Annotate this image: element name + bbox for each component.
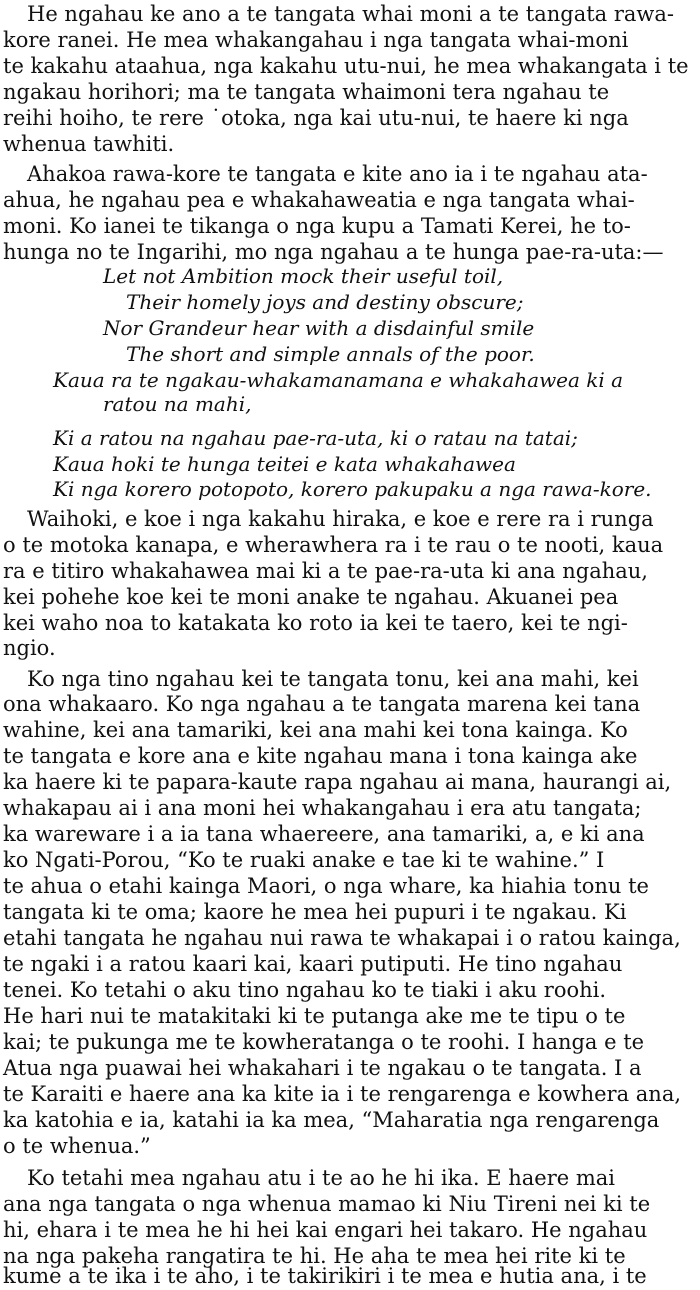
text-line: kei pohehe koe kei te moni anake te ngahau. Akuanei pea: [3, 585, 619, 609]
text-line: ka haere ki te papara-kaute rapa ngahau ai mana, haurangi ai,: [3, 770, 672, 794]
text-line: moni. Ko ianei te tikanga o nga kupu a Tamati Kerei, he to-: [3, 214, 631, 238]
verse-line: Ki a ratou na ngahau pae-ra-uta, ki o ratau na tatai;: [53, 426, 578, 450]
verse-line: Let not Ambition mock their useful toil,: [103, 264, 504, 288]
text-line: kume a te ika i te aho, i te takirikiri i te mea e hutia ana, i te: [3, 1264, 647, 1288]
verse-line: ratou na mahi,: [103, 392, 252, 416]
text-line: He ngahau ke ano a te tangata whai moni a te tangata rawa-: [27, 2, 675, 26]
text-line: Ko tetahi mea ngahau atu i te ao he hi ika. E haere mai: [27, 1166, 616, 1190]
text-line: He hari nui te matakitaki ki te putanga ake me te tipu o te: [3, 1004, 626, 1028]
text-line: hi, ehara i te mea he hi hei kai engari hei takaro. He ngahau: [3, 1218, 648, 1242]
text-line: ona whakaaro. Ko nga ngahau a te tangata marena kei tana: [3, 692, 641, 716]
text-line: o te whenua.”: [3, 1134, 151, 1158]
text-line: ngakau horihori; ma te tangata whaimoni tera ngahau te: [3, 80, 610, 104]
text-line: te ahua o etahi kainga Maori, o nga whare, ka hiahia tonu te: [3, 874, 649, 898]
text-line: na nga pakeha rangatira te hi. He aha te mea hei rite ki te: [3, 1244, 626, 1268]
text-line: te ngaki i a ratou kaari kai, kaari putiputi. He tino ngahau: [3, 952, 623, 976]
text-line: ka katohia e ia, katahi ia ka mea, “Maharatia nga rengarenga: [3, 1108, 660, 1132]
text-line: wahine, kei ana tamariki, kei ana mahi kei tona kainga. Ko: [3, 718, 628, 742]
text-line: o te motoka kanapa, e wherawhera ra i te rau o te nooti, kaua: [3, 533, 664, 557]
text-line: Waihoki, e koe i nga kakahu hiraka, e koe e rere ra i runga: [27, 507, 654, 531]
text-line: reihi hoiho, te rere ˙otoka, nga kai utu-nui, te haere ki nga: [3, 106, 629, 130]
text-line: ana nga tangata o nga whenua mamao ki Niu Tireni nei ki te: [3, 1192, 651, 1216]
text-line: kei waho noa to katakata ko roto ia kei te taero, kei te ngi-: [3, 611, 628, 635]
text-line: kai; te pukunga me te kowheratanga o te roohi. I hanga e te: [3, 1030, 645, 1054]
text-line: tenei. Ko tetahi o aku tino ngahau ko te tiaki i aku roohi.: [3, 978, 607, 1002]
text-line: ko Ngati-Porou, “Ko te ruaki anake e tae ki te wahine.” I: [3, 848, 605, 872]
text-line: Ahakoa rawa-kore te tangata e kite ano ia i te ngahau ata-: [27, 162, 648, 186]
text-line: kore ranei. He mea whakangahau i nga tangata whai-moni: [3, 28, 629, 52]
text-line: ahua, he ngahau pea e whakahaweatia e nga tangata whai-: [3, 188, 635, 212]
text-line: ka wareware i a ia tana whaereere, ana tamariki, a, e ki ana: [3, 822, 645, 846]
verse-line: Nor Grandeur hear with a disdainful smile: [103, 316, 535, 340]
verse-line: Kaua ra te ngakau-whakamanamana e whakahawea ki a: [53, 368, 624, 392]
text-line: ra e titiro whakahawea mai ki a te pae-ra-uta ki ana ngahau,: [3, 559, 648, 583]
verse-line: The short and simple annals of the poor.: [126, 342, 535, 366]
text-line: whakapau ai i ana moni hei whakangahau i era atu tangata;: [3, 796, 642, 820]
verse-line: Their homely joys and destiny obscure;: [126, 290, 524, 314]
text-line: te kakahu ataahua, nga kakahu utu-nui, he mea whakangata i te: [3, 54, 689, 78]
text-line: te tangata e kore ana e kite ngahau mana i tona kainga ake: [3, 744, 638, 768]
verse-line: Ki nga korero potopoto, korero pakupaku a nga rawa-kore.: [53, 477, 652, 501]
text-line: whenua tawhiti.: [3, 132, 175, 156]
text-line: ngio.: [3, 636, 56, 660]
text-line: tangata ki te oma; kaore he mea hei pupuri i te ngakau. Ki: [3, 900, 627, 924]
text-line: Atua nga puawai hei whakahari i te ngakau o te tangata. I a: [3, 1056, 642, 1080]
text-line: hunga no te Ingarihi, mo nga ngahau a te hunga pae-ra-uta:—: [3, 240, 664, 264]
text-line: etahi tangata he ngahau nui rawa te whakapai i o ratou kainga,: [3, 926, 681, 950]
text-line: Ko nga tino ngahau kei te tangata tonu, kei ana mahi, kei: [27, 667, 639, 691]
text-line: te Karaiti e haere ana ka kite ia i te rengarenga e kowhera ana,: [3, 1082, 682, 1106]
verse-line: Kaua hoki te hunga teitei e kata whakahawea: [53, 452, 516, 476]
